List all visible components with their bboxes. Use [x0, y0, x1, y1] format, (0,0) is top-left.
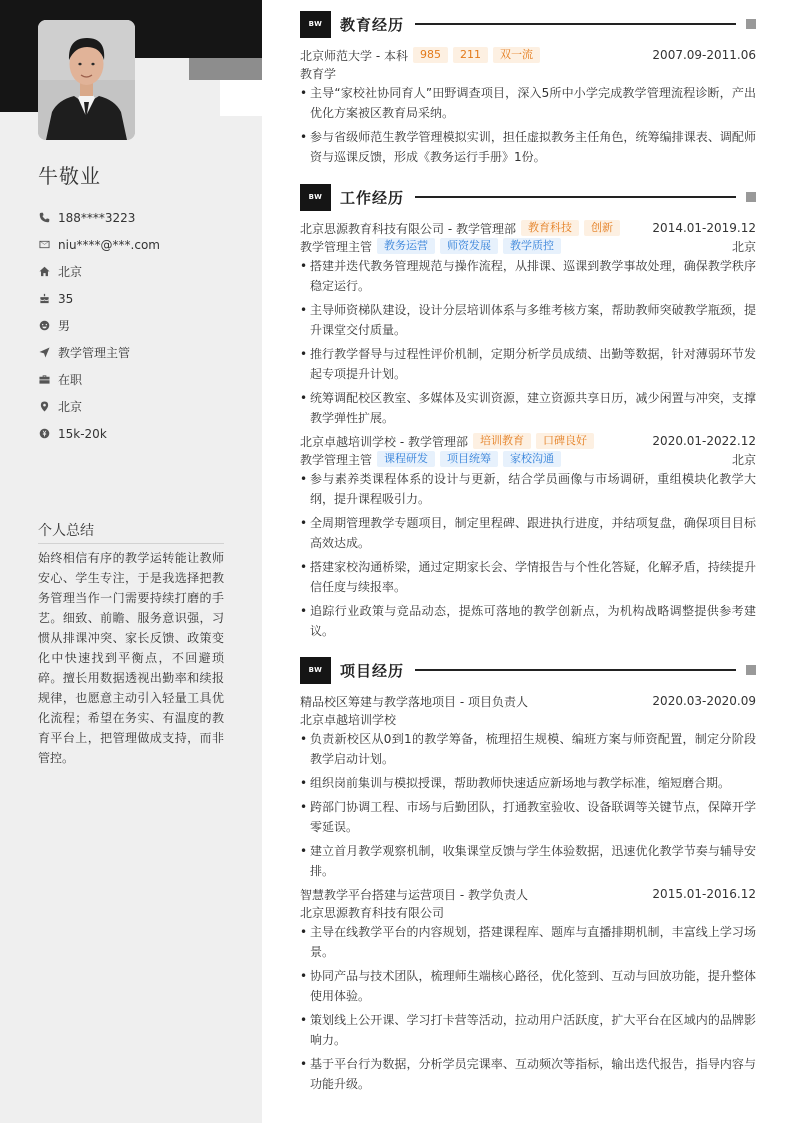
projects-section [300, 656, 756, 1098]
project-entry [300, 692, 756, 881]
education-entry [300, 46, 756, 167]
bullet-list [300, 729, 756, 881]
bullet-item: • 建立首月教学观察机制，收集课堂反馈与学生体验数据，迅速优化教学节奏与辅导安排。 [300, 841, 756, 881]
section-logo: BW [300, 657, 331, 684]
contact-preferred-city [38, 393, 238, 420]
entry-subheader-row [300, 450, 756, 468]
school-tag: 211 [453, 47, 488, 63]
company-tag: 创新 [584, 220, 620, 236]
section-title: 工作经历 [340, 188, 405, 207]
section-header [300, 10, 756, 38]
education-section [300, 10, 756, 171]
home-icon [38, 266, 50, 278]
section-end-square [746, 19, 756, 29]
company-tag: 教育科技 [521, 220, 579, 236]
section-title: 教育经历 [340, 15, 405, 34]
section-end-square [746, 665, 756, 675]
sidebar [0, 0, 262, 1123]
section-title: 项目经历 [340, 661, 405, 680]
contact-email-text: niu****@***.com [58, 237, 160, 252]
cake-icon [38, 293, 50, 305]
entry-date: 2020.01-2022.12 [652, 434, 756, 448]
bullet-item: • 组织岗前集训与模拟授课，帮助教师快速适应新场地与教学标准，缩短磨合期。 [300, 773, 756, 793]
contact-gender-text: 男 [58, 319, 71, 333]
entry-header-row [300, 692, 756, 710]
contact-gender [38, 312, 238, 339]
company-name: 北京思源教育科技有限公司 - 教学管理部 [300, 221, 516, 236]
project-name: 智慧教学平台搭建与运营项目 - 教学负责人 [300, 887, 528, 902]
bullet-item: • 统筹调配校区教室、多媒体及实训资源，建立资源共享日历，减少闲置与冲突，支撑教学弹性扩展。 [300, 388, 756, 428]
project-name: 精品校区筹建与教学落地项目 - 项目负责人 [300, 694, 528, 709]
sidebar-accent-block [189, 58, 262, 80]
project-org: 北京思源教育科技有限公司 [300, 905, 445, 920]
section-logo: BW [300, 11, 331, 38]
bullet-item: • 搭建家校沟通桥梁，通过定期家长会、学情报告与个性化答疑，化解矛盾，持续提升信任度与续报率。 [300, 557, 756, 597]
bullet-list [300, 469, 756, 641]
school-tag: 985 [413, 47, 448, 63]
candidate-name: 牛敬业 [38, 164, 101, 188]
location-pin-icon [38, 401, 50, 413]
work-entry [300, 432, 756, 641]
summary-heading: 个人总结 [38, 520, 224, 544]
contact-preferred-city-text: 北京 [58, 400, 83, 414]
bullet-item: • 主导“家校社协同育人”田野调查项目，深入5所中小学完成教学管理流程诊断，产出优化方案被区教育局采纳。 [300, 83, 756, 123]
bullet-item: • 搭建并迭代教务管理规范与操作流程，从排课、巡课到教学事故处理，确保教学秩序稳定运行。 [300, 256, 756, 296]
contact-salary [38, 420, 238, 447]
contact-status [38, 366, 238, 393]
bullet-item: • 参与省级师范生教学管理模拟实训，担任虚拟教务主任角色，统筹编排课表、调配师资与巡课反馈，形成《教务运行手册》1份。 [300, 127, 756, 167]
section-divider [415, 23, 736, 25]
entry-header-row [300, 46, 756, 64]
summary-text: 始终相信有序的教学运转能让教师安心、学生专注，于是我选择把教务管理当作一门需要持续打磨的手艺。细致、前瞻、服务意识强，习惯从排课冲突、家长反馈、政策变化中快速找到平衡点，不回避琐碎。擅长用数据透视出勤率和续报规律，也愿意主动引入轻量工具优化流程；希望在务实、有温度的教育平台上，把管理做成支持，而非管控。 [38, 551, 224, 765]
profile-photo [38, 20, 135, 140]
contact-salary-text: 15k-20k [58, 426, 107, 441]
entry-date: 2014.01-2019.12 [652, 221, 756, 235]
position-tag: 教务运营 [377, 238, 435, 254]
bullet-list [300, 83, 756, 167]
bullet-item: • 参与素养类课程体系的设计与更新，结合学员画像与市场调研，重组模块化教学大纲，提升课程吸引力。 [300, 469, 756, 509]
contact-city-text: 北京 [58, 265, 83, 279]
contact-phone-text: 188****3223 [58, 210, 136, 225]
contact-target-position-text: 教学管理主管 [58, 346, 131, 360]
contact-status-text: 在职 [58, 373, 83, 387]
bullet-item: • 追踪行业政策与竞品动态，提炼可落地的教学创新点，为机构战略调整提供参考建议。 [300, 601, 756, 641]
bullet-item: • 跨部门协调工程、市场与后勤团队，打通教室验收、设备联调等关键节点，保障开学零延误。 [300, 797, 756, 837]
entry-subheader-row [300, 64, 756, 82]
section-end-square [746, 192, 756, 202]
bullet-item: • 负责新校区从0到1的教学筹备，梳理招生规模、编班方案与师资配置，制定分阶段教学启动计划。 [300, 729, 756, 769]
project-org: 北京卓越培训学校 [300, 712, 397, 727]
bullet-list [300, 922, 756, 1094]
bullet-item: • 主导在线教学平台的内容规划，搭建课程库、题库与直播排期机制，丰富线上学习场景。 [300, 922, 756, 962]
briefcase-icon [38, 374, 50, 386]
sidebar-white-block [220, 80, 262, 116]
position-tag: 课程研发 [377, 451, 435, 467]
contact-phone [38, 204, 238, 231]
section-divider [415, 669, 736, 671]
phone-icon [38, 212, 50, 224]
contact-target-position [38, 339, 238, 366]
face-icon [38, 320, 50, 332]
position-name: 教学管理主管 [300, 452, 373, 467]
section-header [300, 656, 756, 684]
section-divider [415, 196, 736, 198]
bullet-item: • 全周期管理教学专题项目，制定里程碑、跟进执行进度，并结项复盘，确保项目目标高效达成。 [300, 513, 756, 553]
project-entry [300, 885, 756, 1094]
school-tag: 双一流 [493, 47, 540, 63]
section-header [300, 183, 756, 211]
entry-header-row [300, 219, 756, 237]
entry-subheader-row [300, 237, 756, 255]
position-tag: 师资发展 [440, 238, 498, 254]
company-name: 北京卓越培训学校 - 教学管理部 [300, 434, 468, 449]
entry-date: 2020.03-2020.09 [652, 694, 756, 708]
money-icon [38, 428, 50, 440]
contact-age [38, 285, 238, 312]
position-tag: 教学质控 [503, 238, 561, 254]
mail-icon [38, 239, 50, 251]
entry-header-row [300, 432, 756, 450]
work-section [300, 183, 756, 645]
sidebar-header-block-left [0, 58, 38, 112]
entry-subheader-row [300, 710, 756, 728]
bullet-item: • 基于平台行为数据，分析学员完课率、互动频次等指标，输出迭代报告，指导内容与功能升级。 [300, 1054, 756, 1094]
entry-date: 2015.01-2016.12 [652, 887, 756, 901]
section-logo: BW [300, 184, 331, 211]
contact-email [38, 231, 238, 258]
job-city: 北京 [731, 239, 756, 254]
bullet-item: • 主导师资梯队建设，设计分层培训体系与多维考核方案，帮助教师突破教学瓶颈，提升课堂交付质量。 [300, 300, 756, 340]
bullet-item: • 协同产品与技术团队，梳理师生端核心路径，优化签到、互动与回放功能，提升整体使用体验。 [300, 966, 756, 1006]
position-name: 教学管理主管 [300, 239, 373, 254]
job-city: 北京 [731, 452, 756, 467]
work-entry [300, 219, 756, 428]
entry-subheader-row [300, 903, 756, 921]
company-tag: 口碑良好 [536, 433, 594, 449]
position-tag: 项目统筹 [440, 451, 498, 467]
position-tag: 家校沟通 [503, 451, 561, 467]
send-icon [38, 347, 50, 359]
bullet-item: • 推行教学督导与过程性评价机制，定期分析学员成绩、出勤等数据，针对薄弱环节发起专项提升计划。 [300, 344, 756, 384]
entry-date: 2007.09-2011.06 [652, 48, 756, 62]
entry-header-row [300, 885, 756, 903]
major: 教育学 [300, 66, 337, 81]
contact-list [38, 204, 238, 447]
contact-city [38, 258, 238, 285]
company-tag: 培训教育 [473, 433, 531, 449]
school-name: 北京师范大学 - 本科 [300, 48, 408, 63]
bullet-item: • 策划线上公开课、学习打卡营等活动，拉动用户活跃度，扩大平台在区域内的品牌影响力。 [300, 1010, 756, 1050]
contact-age-text: 35 [58, 291, 74, 306]
bullet-list [300, 256, 756, 428]
